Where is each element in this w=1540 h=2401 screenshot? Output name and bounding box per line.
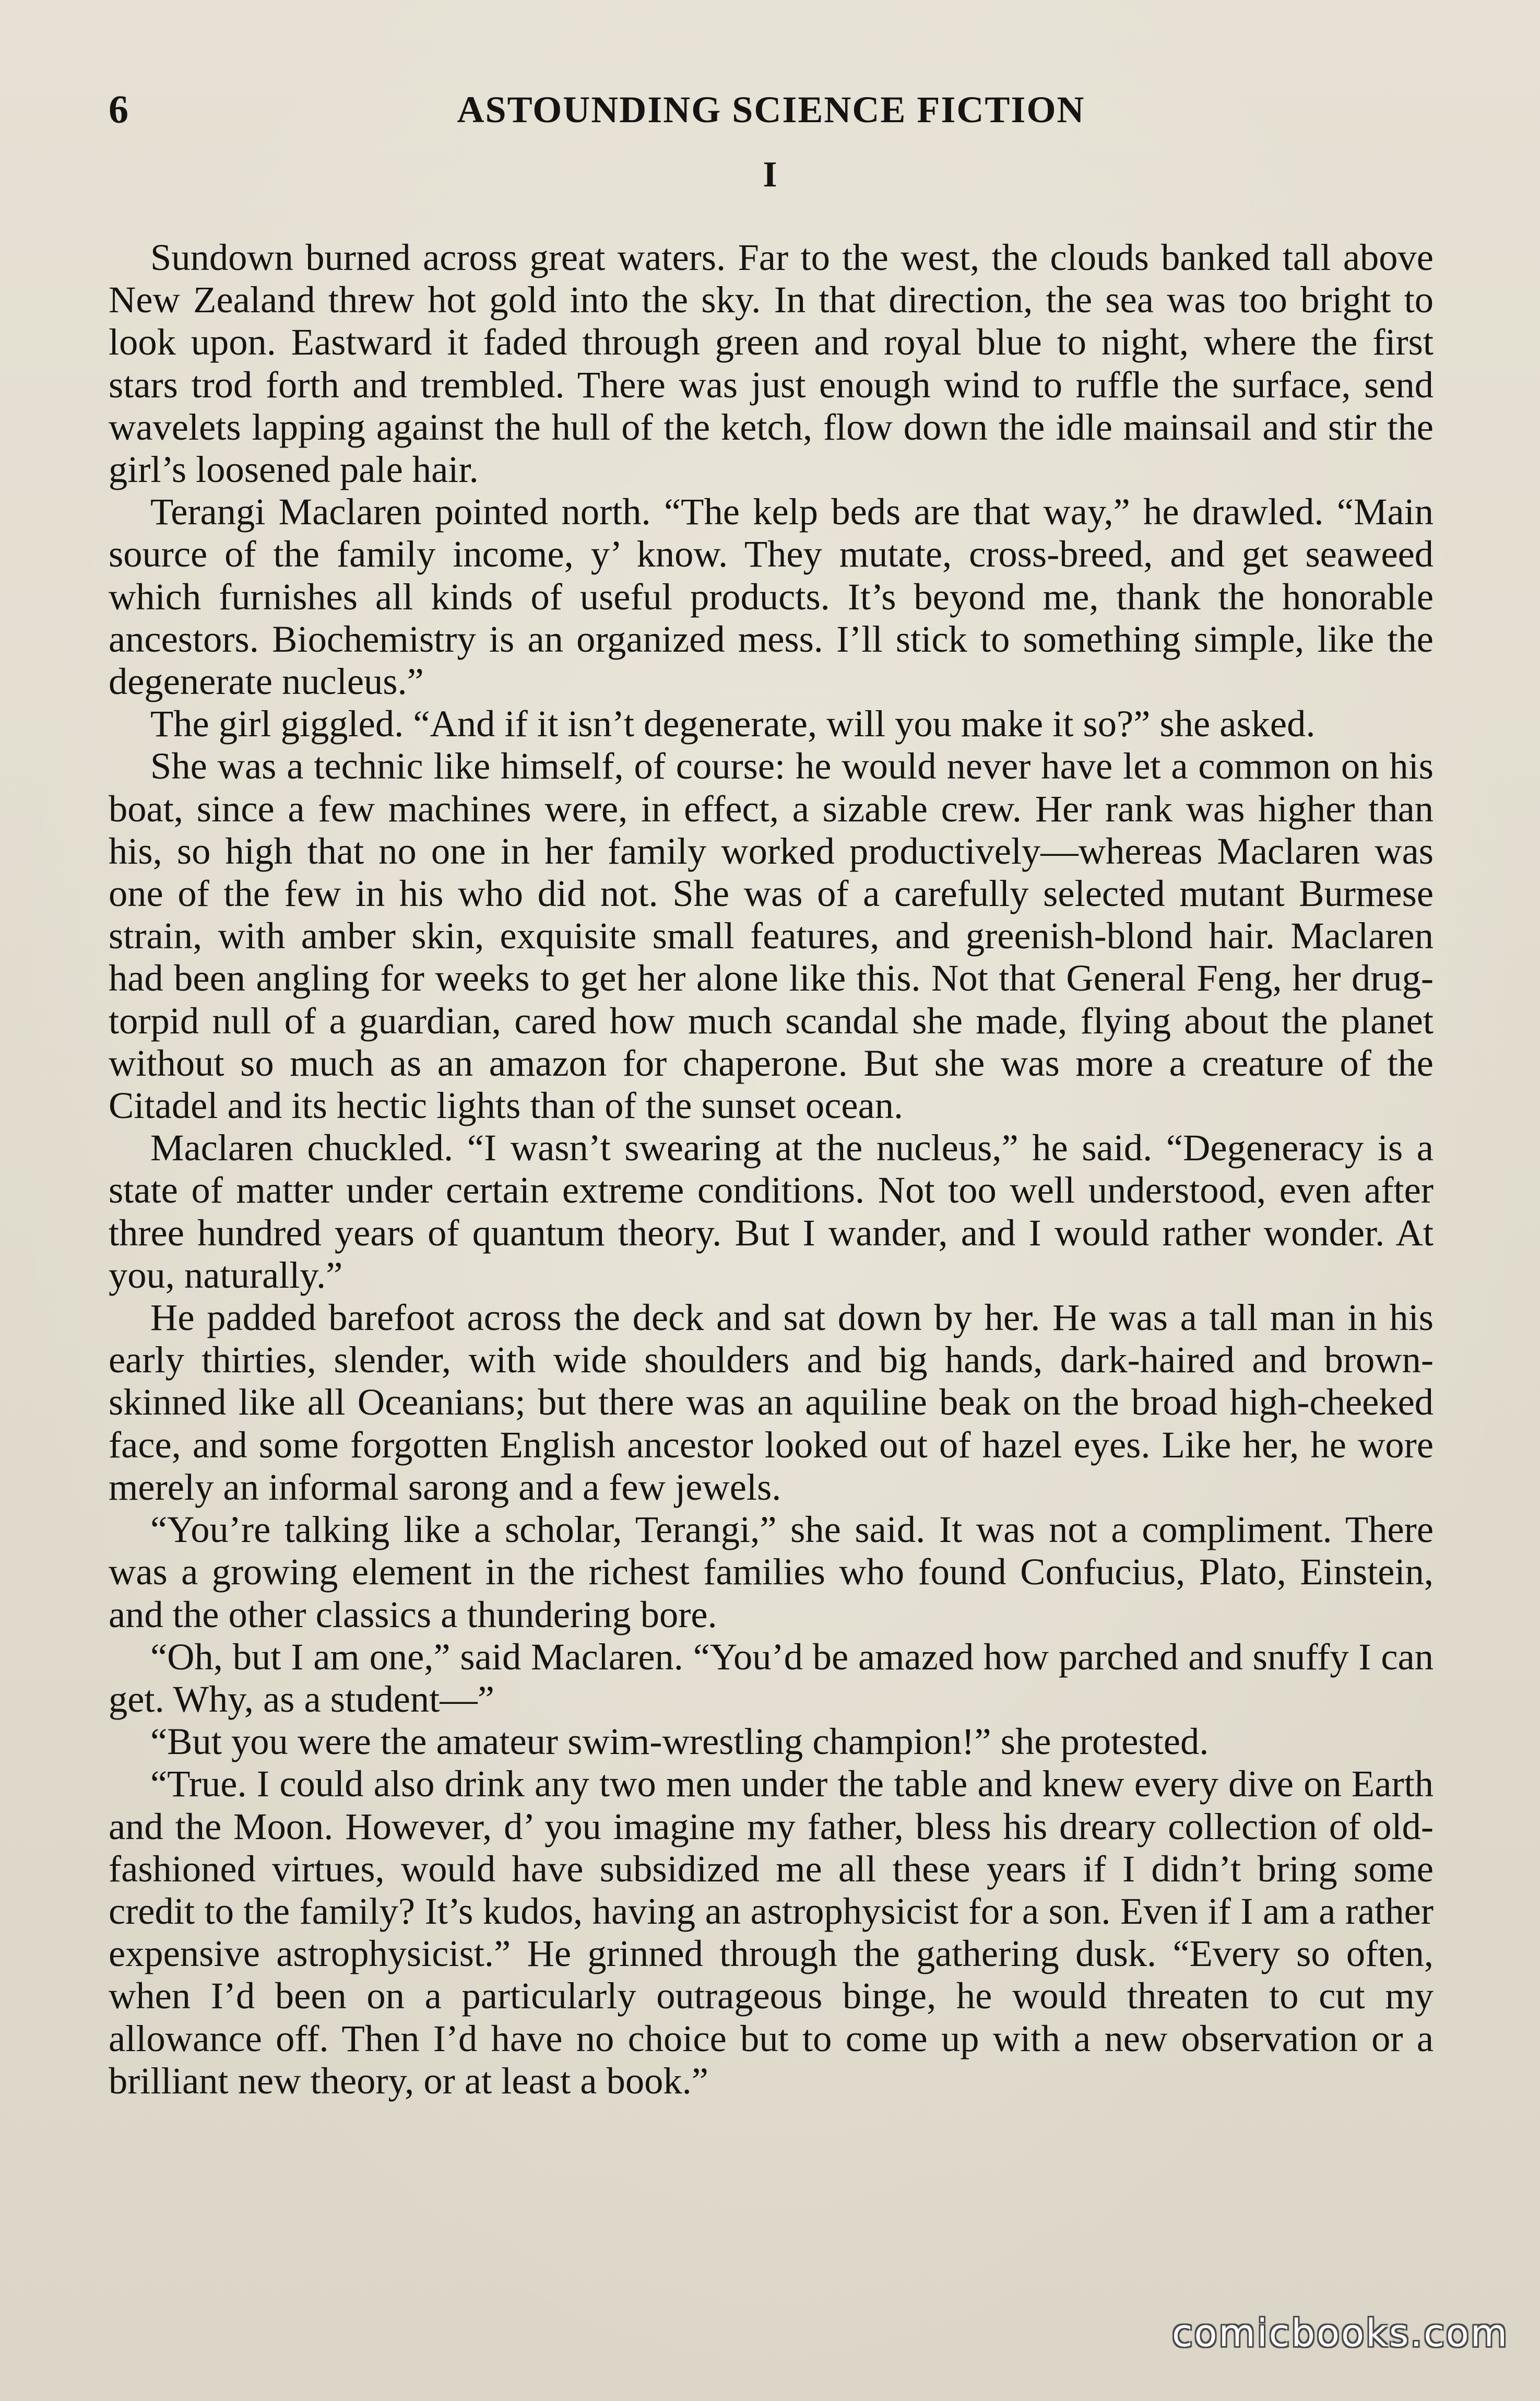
page-number: 6	[109, 88, 128, 132]
paragraph: Sundown burned across great waters. Far to the west, the clouds banked tall above New Zealand threw hot gold into the sky. In that direction, the sea was too bright to look upon. Eastward it faded through green and royal blue to night, where the first stars trod forth and trembled. There was just enough wind to ruffle the surface, send wavelets lapping against the hull of the ketch, flow down the idle mainsail and stir the girl’s loosened pale hair.	[109, 236, 1434, 491]
paragraph: Terangi Maclaren pointed north. “The kelp beds are that way,” he drawled. “Main source of the family income, y’ know. They mutate, cross-breed, and get seaweed which furnishes all kinds of useful products. It’s beyond me, thank the honorable ancestors. Biochemistry is an organized mess. I’ll stick to something simple, like the degenerate nucleus.”	[109, 490, 1434, 703]
section-number: I	[763, 155, 777, 195]
paragraph: “But you were the amateur swim-wrestling champion!” she protested.	[150, 1720, 1209, 1763]
paragraph: “You’re talking like a scholar, Terangi,” she said. It was not a compliment. There was a growing element in the richest families who found Confucius, Plato, Einstein, and the other classics a thundering bore.	[109, 1508, 1434, 1635]
page-header	[109, 84, 1434, 136]
paragraph: “Oh, but I am one,” said Maclaren. “You’d be amazed how parched and snuffy I can get. Why, as a student—”	[109, 1635, 1434, 1720]
paragraph: She was a technic like himself, of course: he would never have let a common on his boat, since a few machines were, in effect, a sizable crew. Her rank was higher than his, so high that no one in her family worked productively—whereas Maclaren was one of the few in his who did not. She was of a carefully selected mutant Burmese strain, with amber skin, exquisite small features, and greenish-blond hair. Maclaren had been angling for weeks to get her alone like this. Not that General Feng, her drug-torpid null of a guardian, cared how much scandal she made, flying about the planet without so much as an amazon for chaperone. But she was more a creature of the Citadel and its hectic lights than of the sunset ocean.	[109, 745, 1434, 1127]
running-title: ASTOUNDING SCIENCE FICTION	[457, 89, 1085, 131]
watermark: comicbooks.com	[1171, 2311, 1509, 2355]
body-text	[109, 236, 1434, 2102]
paragraph: “True. I could also drink any two men under the table and knew every dive on Earth and the Moon. However, d’ you imagine my father, bless his dreary collection of old-fashioned virtues, would have subsidized me all these years if I didn’t bring some credit to the family? It’s kudos, having an astrophysicist for a son. Even if I am a rather expensive astrophysicist.” He grinned through the gathering dusk. “Every so often, when I’d been on a particularly outrageous binge, he would threaten to cut my allowance off. Then I’d have no choice but to come up with a new observation or a brilliant new theory, or at least a book.”	[109, 1762, 1434, 2102]
paragraph: The girl giggled. “And if it isn’t degenerate, will you make it so?” she asked.	[150, 702, 1316, 745]
paragraph: He padded barefoot across the deck and sat down by her. He was a tall man in his early thirties, slender, with wide shoulders and big hands, dark-haired and brown-skinned like all Oceanians; but there was an aquiline beak on the broad high-cheeked face, and some forgotten English ancestor looked out of hazel eyes. Like her, he wore merely an informal sarong and a few jewels.	[109, 1296, 1434, 1508]
paragraph: Maclaren chuckled. “I wasn’t swearing at the nucleus,” he said. “Degeneracy is a state of matter under certain extreme conditions. Not too well understood, even after three hundred years of quantum theory. But I wander, and I would rather wonder. At you, naturally.”	[109, 1126, 1434, 1296]
